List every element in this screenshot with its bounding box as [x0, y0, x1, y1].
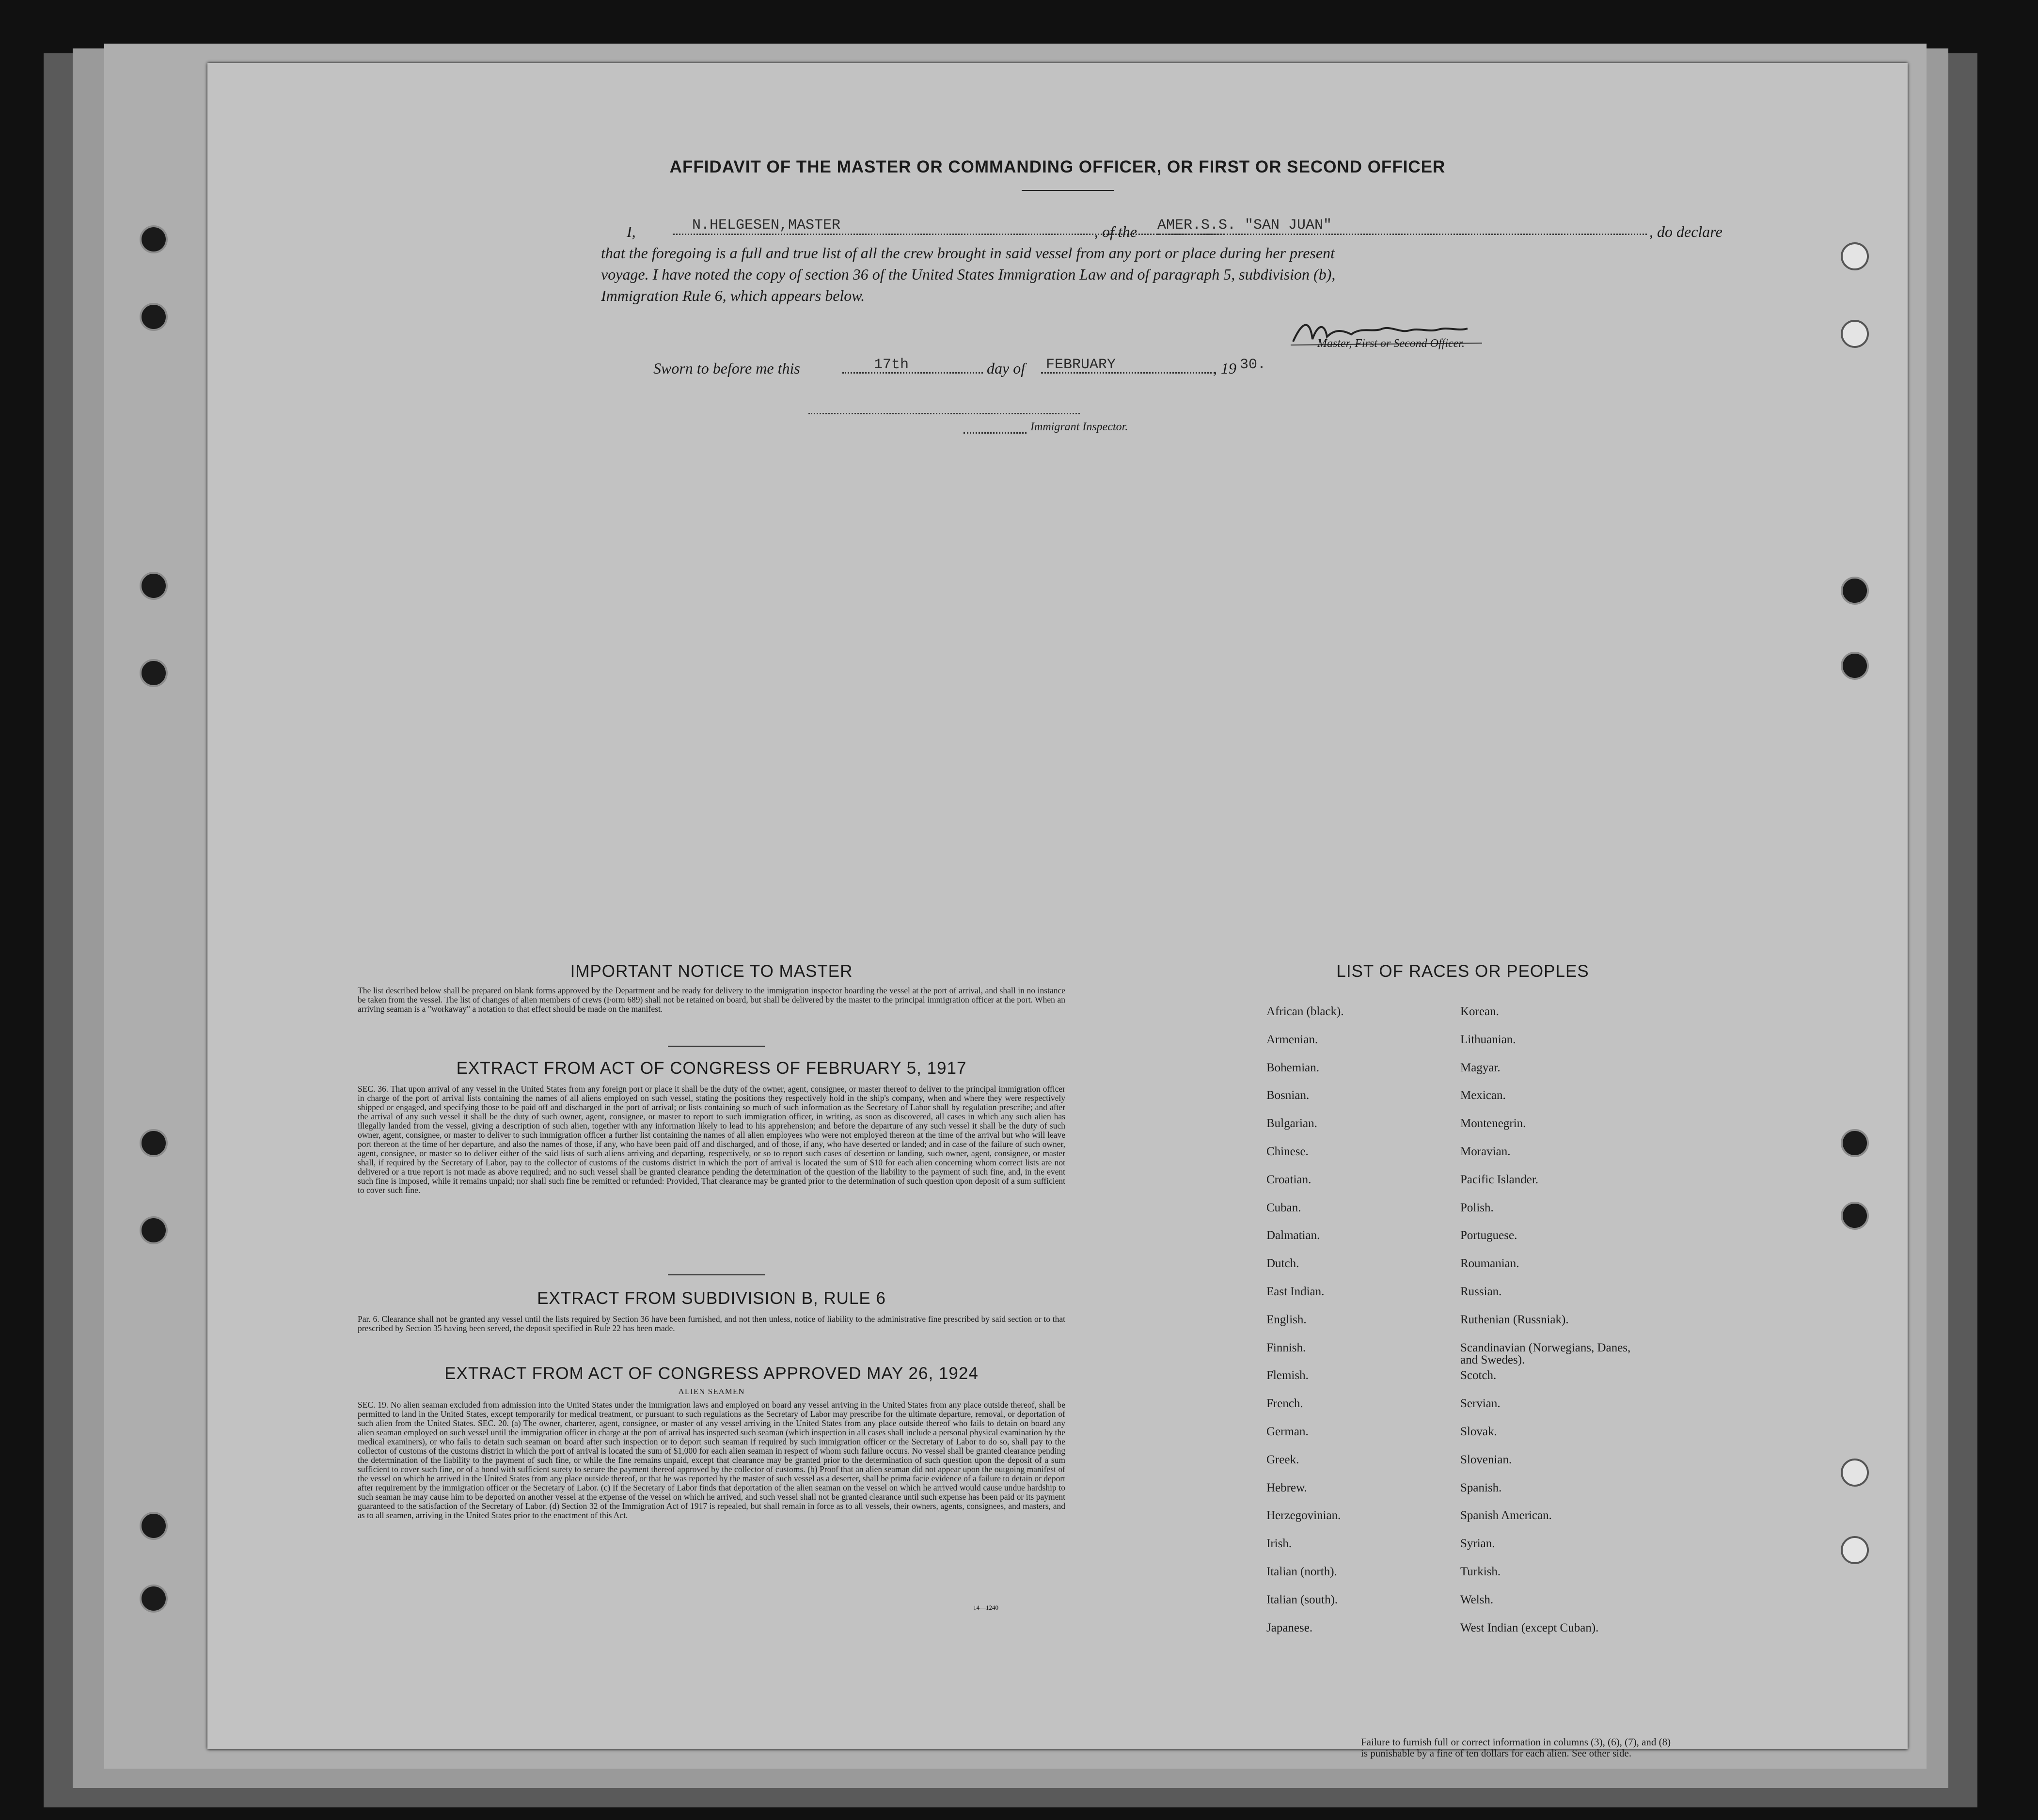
race-item: Dutch. — [1266, 1257, 1299, 1271]
extract-rule6-title: EXTRACT FROM SUBDIVISION B, RULE 6 — [537, 1289, 886, 1308]
race-item: Flemish. — [1266, 1369, 1309, 1382]
sworn-day: 17th — [874, 357, 909, 373]
name-line — [673, 234, 1225, 235]
race-item: Bulgarian. — [1266, 1117, 1317, 1130]
punch-hole — [1841, 320, 1869, 348]
punch-hole — [140, 572, 168, 600]
race-item: Greek. — [1266, 1453, 1299, 1466]
punch-hole — [1841, 652, 1869, 680]
race-item: Scotch. — [1460, 1369, 1497, 1382]
vessel-line — [1157, 234, 1647, 235]
races-title: LIST OF RACES OR PEOPLES — [1336, 962, 1589, 981]
race-item: Armenian. — [1266, 1033, 1318, 1046]
section-rule — [668, 1046, 765, 1047]
race-item: Polish. — [1460, 1201, 1494, 1214]
race-item: Cuban. — [1266, 1201, 1301, 1214]
race-item: East Indian. — [1266, 1285, 1325, 1298]
race-item: Slovenian. — [1460, 1453, 1512, 1466]
notice-title: IMPORTANT NOTICE TO MASTER — [570, 962, 853, 981]
signature-caption: Master, First or Second Officer. — [1317, 337, 1465, 350]
race-item: Croatian. — [1266, 1173, 1311, 1186]
document-page — [207, 63, 1908, 1759]
extract-1917-body: SEC. 36. That upon arrival of any vessel in the United States from any foreign port or place it shall be the duty of the owner, agent, consignee, or master thereof to deliver to the principal immigration officer in charge of the port of arrival lists containing the names of all aliens employed on such vessel, stating the positions they respectively hold in the ship's company, when and where they were respectively shipped or engaged, and specifying those to be paid off and discharged in the port of arrival; or lists containing so much of such information as the Secretary of Labor shall by regulation prescribe; and after the arrival of any such vessel it shall be the duty of such owner, agent, consignee, or master to report to such immigration officer, in writing, as soon as discovered, all cases in which any such alien has illegally landed from the vessel, giving a description of such alien, together with any information likely to lead to his apprehension; and before the departure of any such vessel it shall be the duty of such owner, agent, consignee, or master to deliver to such immigration officer a further list containing the names of all alien employees who were not employed thereon at the time of the arrival but who will leave port thereon at the time of her departure, and also the names of those, if any, who have been paid off and discharged, and of those, if any, who have deserted or landed; and in case of the failure of such owner, agent, consignee, or master so to deliver either of the said lists of such aliens arriving and departing, respectively, or so to report such cases of desertion or landing, such owner, agent, consignee, or master shall, if required by the Secretary of Labor, pay to the collector of customs of the customs district in which the port of arrival is located the sum of $10 for each alien concerning whom correct lists are not delivered or a true report is not made as above required; and no such vessel shall be granted clearance pending the determination of the question of the liability to the payment of such fine, and, in the event such fine is imposed, while it remains unpaid; nor shall such fine be remitted or refunded: Provided, That clearance may be granted prior to the determination of such question upon deposit of a sum sufficient to cover such fine. — [358, 1084, 1065, 1195]
form-number: 14—1240 — [973, 1604, 998, 1611]
year-prefix: , 19 — [1213, 360, 1236, 377]
punch-hole — [140, 659, 168, 687]
race-item: Spanish. — [1460, 1481, 1502, 1494]
race-item: Moravian. — [1460, 1145, 1511, 1158]
title-rule — [1022, 190, 1114, 191]
affidavit-i-label: I, — [627, 223, 636, 240]
race-item: Scandinavian (Norwegians, Danes, and Swedes). — [1460, 1341, 1631, 1366]
sworn-label: Sworn to before me this — [653, 360, 800, 377]
race-item: Herzegovinian. — [1266, 1509, 1341, 1522]
race-item: Syrian. — [1460, 1537, 1495, 1551]
sworn-month: FEBRUARY — [1046, 357, 1116, 373]
race-item: Dalmatian. — [1266, 1229, 1320, 1242]
section-rule — [668, 1274, 765, 1275]
race-item: Ruthenian (Russniak). — [1460, 1313, 1569, 1326]
day-line — [842, 372, 983, 374]
notice-body: The list described below shall be prepared on blank forms approved by the Department and be ready for delivery to the immigration inspector boarding the vessel at the port of arrival, and shall in no instance be taken from the vessel. The list of changes of alien members of crews (Form 689) shall not be retained on board, but shall be delivered by the master to the principal immigration officer at the port. When an arriving seaman is a "workaway" a notation to that effect should be made on the manifest. — [358, 986, 1065, 1014]
extract-rule6-body: Par. 6. Clearance shall not be granted any vessel until the lists required by Section 36 have been furnished, and not then unless, notice of liability to the administrative fine prescribed by said section or to that prescribed by Section 35 having been served, the deposit specified in Rule 22 has been made. — [358, 1314, 1065, 1333]
race-item: Montenegrin. — [1460, 1117, 1526, 1130]
race-item: Bohemian. — [1266, 1061, 1320, 1074]
do-declare-label: , do declare — [1649, 223, 1722, 240]
affidavit-line-3: voyage. I have noted the copy of section 36 of the United States Immigration Law and of paragraph 5, subdivision (b), — [601, 266, 1336, 283]
punch-hole — [1841, 1129, 1869, 1157]
race-item: Hebrew. — [1266, 1481, 1307, 1494]
race-item: Servian. — [1460, 1397, 1501, 1411]
race-item: Italian (north). — [1266, 1565, 1337, 1578]
affidavit-title: AFFIDAVIT OF THE MASTER OR COMMANDING OFFICER, OR FIRST OR SECOND OFFICER — [669, 157, 1446, 176]
extract-1924-title: EXTRACT FROM ACT OF CONGRESS APPROVED MAY 26, 1924 — [444, 1364, 979, 1383]
race-item: Slovak. — [1460, 1425, 1497, 1438]
sworn-year: 30. — [1240, 357, 1266, 373]
race-item: Turkish. — [1460, 1565, 1501, 1578]
affidavit-line-4: Immigration Rule 6, which appears below. — [601, 287, 865, 304]
vessel-name: AMER.S.S. "SAN JUAN" — [1157, 217, 1332, 234]
of-the-label: , of the — [1094, 223, 1137, 240]
race-item: Chinese. — [1266, 1145, 1309, 1158]
race-item: Welsh. — [1460, 1593, 1494, 1606]
punch-hole — [140, 1129, 168, 1157]
day-of-label: day of — [987, 360, 1026, 377]
extract-1924-body: SEC. 19. No alien seaman excluded from admission into the United States under the immigration laws and employed on board any vessel arriving in the United States from any place outside thereof, shall be permitted to land in the United States, except temporarily for medical treatment, or pursuant to such regulations as the Secretary of Labor may prescribe for the ultimate departure, removal, or deportation of such alien from the United States. SEC. 20. (a) The owner, charterer, agent, consignee, or master of any vessel arriving in the United States from any place outside thereof who fails to detain on board any alien seaman employed on such vessel until the immigration officer in charge at the port of arrival has inspected such seaman (which inspection in all cases shall include a personal physical examination by the medical examiners), or who fails to detain such seaman on board after such inspection or to deport such seaman if required by such immigration officer or the Secretary of Labor to do so, shall pay to the collector of customs of the customs district in which the port of arrival is located the sum of $1,000 for each alien seaman in respect of whom such failure occurs. No vessel shall be granted clearance pending the determination of the liability to the payment of such fine, or while the fine remains unpaid, except that clearance may be granted prior to the determination of such question upon the deposit of a sum sufficient to cover such fine, or of a bond with sufficient surety to secure the payment thereof approved by the collector of customs. (b) Proof that an alien seaman did not appear upon the outgoing manifest of the vessel on which he arrived in the United States from any place outside thereof, or that he was reported by the master of such vessel as a deserter, shall be prima facie evidence of a failure to detain or deport after requirement by the immigration officer or the Secretary of Labor. (c) If the Secretary of Labor finds that deportation of the alien seaman on the vessel on which he arrived would cause undue hardship to such seaman he may cause him to be deported on another vessel at the expense of the vessel on which he arrived, and such vessel shall not be granted clearance until such expense has been paid or its payment guaranteed to the satisfaction of the Secretary of Labor. (d) Section 32 of the Immigration Act of 1917 is repealed, but shall remain in force as to all vessels, their owners, agents, consignees, and masters, and as to all seamen, arriving in the United States prior to the enactment of this Act. — [358, 1400, 1066, 1520]
race-item: Russian. — [1460, 1285, 1502, 1298]
race-item: Mexican. — [1460, 1089, 1506, 1102]
master-name: N.HELGESEN,MASTER — [692, 217, 841, 234]
race-item: Portuguese. — [1460, 1229, 1517, 1242]
race-item: Finnish. — [1266, 1341, 1306, 1354]
race-item: Lithuanian. — [1460, 1033, 1516, 1046]
inspector-label: Immigrant Inspector. — [1030, 421, 1128, 433]
punch-hole — [1841, 242, 1869, 270]
punch-hole — [1841, 1536, 1869, 1564]
race-item: Roumanian. — [1460, 1257, 1519, 1271]
race-item: Italian (south). — [1266, 1593, 1338, 1606]
race-item: Bosnian. — [1266, 1089, 1310, 1102]
race-item: Irish. — [1266, 1537, 1292, 1551]
race-item: English. — [1266, 1313, 1307, 1326]
punch-hole — [1841, 1202, 1869, 1230]
race-item: Korean. — [1460, 1005, 1499, 1018]
race-item: African (black). — [1266, 1005, 1344, 1018]
race-item: French. — [1266, 1397, 1303, 1411]
punch-hole — [140, 303, 168, 331]
race-item: Spanish American. — [1460, 1509, 1552, 1522]
extract-1917-title: EXTRACT FROM ACT OF CONGRESS OF FEBRUARY 5, 1917 — [456, 1059, 967, 1078]
punch-hole — [1841, 1459, 1869, 1487]
race-item: Japanese. — [1266, 1621, 1313, 1634]
punch-hole — [140, 1512, 168, 1540]
race-item: Magyar. — [1460, 1061, 1501, 1074]
inspector-line-2 — [964, 432, 1027, 434]
punch-hole — [140, 1216, 168, 1244]
punch-hole — [140, 225, 168, 253]
extract-1924-subtitle: ALIEN SEAMEN — [678, 1387, 745, 1396]
footer-line-2: is punishable by a fine of ten dollars for each alien. See other side. — [1361, 1747, 1632, 1759]
punch-hole — [140, 1585, 168, 1613]
footer-line-1: Failure to furnish full or correct information in columns (3), (6), (7), and (8) — [1361, 1736, 1671, 1748]
affidavit-line-2: that the foregoing is a full and true list of all the crew brought in said vessel from any port or place during her present — [601, 244, 1335, 262]
race-item: German. — [1266, 1425, 1309, 1438]
race-item: Pacific Islander. — [1460, 1173, 1539, 1186]
race-item: West Indian (except Cuban). — [1460, 1621, 1599, 1634]
inspector-line — [808, 413, 1080, 414]
punch-hole — [1841, 577, 1869, 605]
